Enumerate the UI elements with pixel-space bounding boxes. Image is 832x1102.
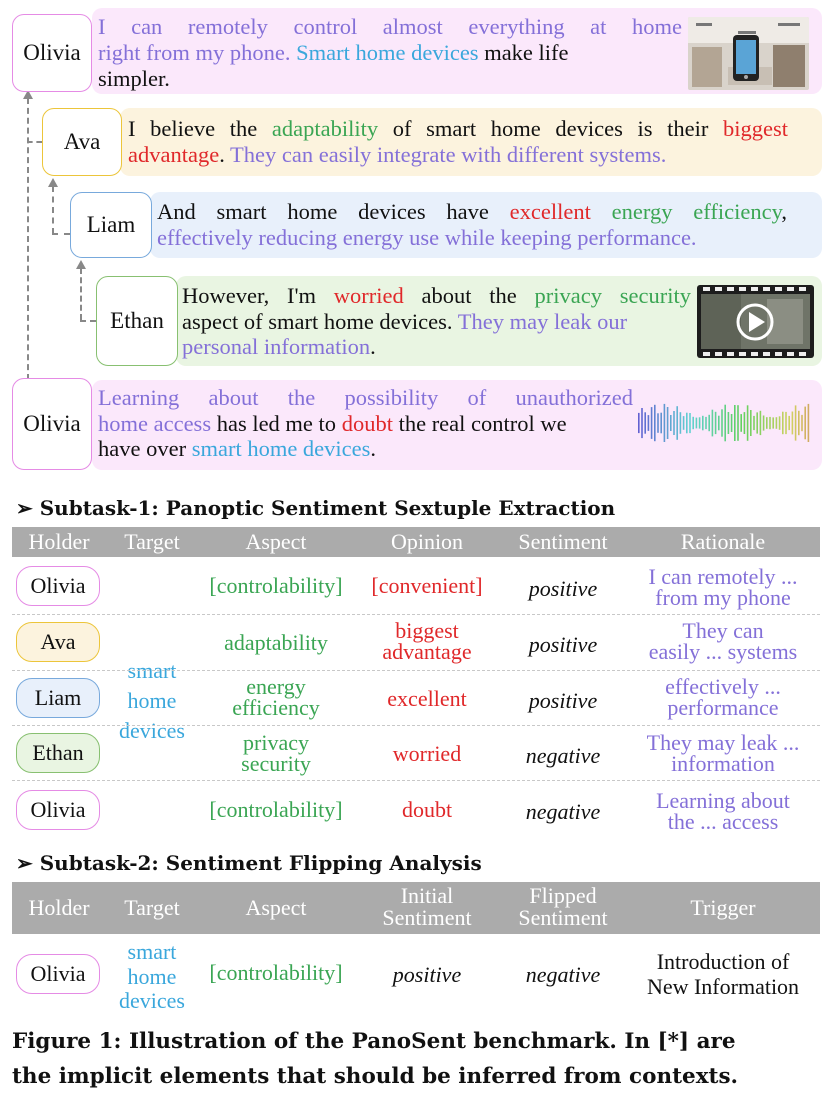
waveform-bar [747, 405, 749, 441]
header-line: Initial [400, 883, 454, 908]
row-divider-1 [12, 614, 820, 615]
text-segment: advantage [128, 142, 220, 167]
header-flipped-sentiment [500, 885, 626, 929]
smart-home-photo [688, 17, 809, 90]
olivia1-speaker: Olivia [12, 14, 92, 92]
rationale-line: I can remotely ... [648, 564, 798, 589]
sentiment-cell: negative [525, 799, 601, 824]
waveform-bar [779, 416, 781, 430]
rationale-line: effectively ... [665, 674, 781, 699]
header-sentiment: Sentiment [518, 529, 608, 554]
caption-line-1: Figure 1: Illustration of the PanoSent benchmark. In [*] are [12, 1029, 736, 1054]
waveform-bar [804, 407, 806, 440]
waveform-bar [673, 411, 675, 435]
trigger-line: Introduction of [656, 949, 790, 974]
target-word: smart [127, 939, 177, 964]
text-segment: I can remotely control almost everything at home [98, 14, 682, 39]
waveform-bar [792, 412, 794, 435]
waveform-bar [801, 415, 803, 431]
flipped-sentiment-cell: negative [525, 962, 601, 987]
waveform-bar [718, 416, 720, 431]
audio-waveform-icon[interactable] [636, 402, 812, 444]
initial-sentiment-cell: positive [392, 962, 462, 987]
holder-pill-ava: Ava [16, 622, 100, 662]
text-segment: I believe the [128, 116, 272, 141]
text-segment: . [370, 436, 377, 461]
aspect-cell: adaptability [224, 630, 328, 655]
aspect-line: privacy [243, 730, 309, 755]
sentiment-cell: positive [528, 632, 598, 657]
text-segment: right from my phone. [98, 40, 291, 65]
aspect-cell [196, 676, 356, 718]
waveform-bar [686, 413, 688, 434]
waveform-bar [731, 414, 733, 432]
subtask2-header-row [12, 882, 820, 934]
rationale-line: performance [667, 695, 779, 720]
olivia2-line2 [98, 411, 643, 436]
waveform-bar [766, 417, 768, 429]
aspect-line: security [241, 751, 311, 776]
waveform-bar [740, 414, 742, 432]
header-opinion: Opinion [390, 529, 464, 554]
subtask1-title: ➢ Subtask-1: Panoptic Sentiment Sextuple Extraction [16, 496, 616, 520]
aspect-cell [196, 732, 356, 774]
waveform-bar [760, 411, 762, 435]
liam-speaker: Liam [70, 192, 152, 258]
opinion-line: advantage [382, 639, 472, 664]
waveform-bar [712, 410, 714, 437]
waveform-bar [734, 405, 736, 441]
liam-line2 [157, 225, 807, 250]
text-segment: worried [333, 283, 404, 308]
text-segment: aspect of smart home devices. [182, 309, 458, 334]
subtask1-header-row [12, 527, 820, 557]
olivia1-line3 [98, 66, 398, 91]
text-segment: excellent [509, 199, 591, 224]
rationale-line: They can [682, 618, 764, 643]
aspect-line: energy [246, 674, 306, 699]
opinion-cell: worried [392, 741, 462, 766]
header-target: Target [124, 895, 180, 920]
text-segment: adaptability [271, 116, 379, 141]
target-word-2: home [127, 688, 177, 713]
trigger-line: New Information [646, 974, 800, 999]
target-word: home [127, 963, 177, 989]
text-segment: the real control we [392, 411, 567, 436]
text-segment: However, I'm [182, 283, 334, 308]
waveform-bar [689, 413, 691, 433]
ethan-line1 [182, 283, 691, 308]
waveform-bar [782, 412, 784, 435]
connector-ava-stub [52, 233, 70, 235]
connector-ethan-liam [80, 268, 82, 320]
waveform-bar [737, 405, 739, 441]
text-segment: . [370, 334, 376, 359]
rationale-line: from my phone [655, 585, 791, 610]
text-segment: Smart home devices [290, 40, 479, 65]
waveform-bar [776, 417, 778, 429]
header-trigger: Trigger [690, 895, 756, 920]
waveform-bar [756, 412, 758, 433]
text-segment: of smart home devices is their [378, 116, 723, 141]
rationale-line: Learning about [656, 788, 790, 813]
waveform-bar [728, 412, 730, 434]
rationale-cell [626, 790, 820, 832]
holder-pill-ethan: Ethan [16, 733, 100, 773]
waveform-bar [638, 413, 640, 433]
ethan-line3 [182, 334, 582, 359]
waveform-bar [753, 416, 755, 430]
text-segment: They can easily integrate with different systems. [230, 142, 667, 167]
holder-pill-olivia: Olivia [16, 566, 100, 606]
sentiment-cell: positive [528, 576, 598, 601]
liam-line1 [157, 199, 787, 224]
header-aspect: Aspect [245, 895, 307, 920]
ava-speaker: Ava [42, 108, 122, 176]
text-segment: effectively reducing energy use while keeping performance. [157, 225, 697, 250]
rationale-line: information [671, 751, 775, 776]
holder-pill-liam: Liam [16, 678, 100, 718]
aspect-line: efficiency [232, 695, 320, 720]
waveform-bar [808, 404, 810, 442]
waveform-bar [772, 417, 774, 428]
connector-liam-stub [80, 320, 96, 322]
text-segment: personal information [182, 334, 371, 359]
waveform-bar [696, 418, 698, 429]
row-divider-2 [12, 670, 820, 671]
ava-line2 [128, 142, 808, 167]
aspect-cell: [controlability] [209, 960, 343, 985]
waveform-bar [692, 417, 694, 429]
waveform-bar [641, 408, 643, 438]
rationale-line: easily ... systems [648, 639, 798, 664]
ethan-speaker: Ethan [96, 276, 178, 366]
olivia2-line3 [98, 436, 498, 461]
subtask2-title: ➢ Subtask-2: Sentiment Flipping Analysis [16, 851, 482, 875]
rationale-line: They may leak ... [646, 730, 800, 755]
waveform-bar [715, 412, 717, 434]
waveform-bar [660, 413, 662, 434]
text-segment: energy efficiency [590, 199, 782, 224]
opinion-cell: excellent [387, 686, 467, 711]
rationale-cell [626, 566, 820, 608]
rationale-cell [626, 676, 820, 718]
header-line: Flipped [529, 883, 597, 908]
opinion-cell [354, 620, 500, 662]
text-segment: home access [98, 411, 212, 436]
waveform-bar [763, 416, 765, 431]
waveform-bar [648, 415, 650, 431]
text-segment: doubt [341, 411, 393, 436]
header-holder: Holder [28, 529, 90, 554]
text-segment: . [219, 142, 231, 167]
olivia2-line1 [98, 385, 633, 410]
header-line: Sentiment [518, 905, 608, 930]
holder-pill-olivia: Olivia [16, 790, 100, 830]
waveform-bar [699, 417, 701, 428]
text-segment: , [781, 199, 787, 224]
target-word: devices [119, 988, 185, 1013]
text-segment: make life [478, 40, 569, 65]
connector-ava-left [27, 141, 42, 143]
waveform-bar [644, 412, 646, 433]
text-segment: smart home devices [191, 436, 371, 461]
text-segment: simpler. [98, 66, 170, 91]
rationale-cell [626, 732, 820, 774]
opinion-cell: [convenient] [371, 573, 483, 598]
waveform-bar [795, 405, 797, 440]
text-segment: about the [403, 283, 535, 308]
target-word-1: smart [127, 658, 177, 683]
row-divider-4 [12, 780, 820, 781]
text-segment: privacy security [534, 283, 691, 308]
figure-caption [12, 1024, 824, 1094]
target-cell [106, 940, 198, 1014]
connector-ethan-ava [52, 186, 54, 234]
ethan-line2 [182, 309, 697, 334]
text-segment: has led me to [211, 411, 342, 436]
header-holder: Holder [28, 895, 90, 920]
rationale-cell [626, 620, 820, 662]
row-divider-3 [12, 725, 820, 726]
rationale-line: the ... access [667, 809, 779, 834]
waveform-bar [654, 405, 656, 441]
header-line: Sentiment [382, 905, 472, 930]
waveform-bar [664, 404, 666, 442]
waveform-bar [750, 410, 752, 436]
opinion-cell: doubt [401, 797, 453, 822]
trigger-cell [626, 949, 820, 999]
aspect-cell: [controlability] [209, 573, 343, 598]
text-segment: Learning about the possibility of unauthorized [98, 385, 633, 410]
sentiment-cell: negative [525, 743, 601, 768]
target-word-3: devices [119, 718, 185, 743]
text-segment: biggest [723, 116, 788, 141]
waveform-bar [785, 412, 787, 434]
arrowhead-liam [76, 260, 86, 269]
header-rationale: Rationale [680, 529, 766, 554]
waveform-bar [708, 415, 710, 431]
olivia1-line2 [98, 40, 688, 65]
arrowhead-ava [48, 178, 58, 187]
text-segment: have over [98, 436, 192, 461]
waveform-bar [744, 412, 746, 434]
waveform-bar [788, 416, 790, 430]
waveform-bar [798, 411, 800, 435]
waveform-bar [651, 407, 653, 439]
header-initial-sentiment [354, 885, 500, 929]
waveform-bar [657, 413, 659, 433]
ava-line1 [128, 116, 788, 141]
waveform-bar [670, 415, 672, 431]
waveform-bar [721, 409, 723, 436]
waveform-bar [676, 406, 678, 440]
header-aspect: Aspect [245, 529, 307, 554]
text-segment: And smart home devices have [157, 199, 510, 224]
video-play-icon[interactable] [697, 285, 814, 358]
waveform-bar [680, 412, 682, 434]
header-target: Target [124, 529, 180, 554]
waveform-bar [724, 405, 726, 442]
holder-pill-olivia: Olivia [16, 954, 100, 994]
olivia1-line1 [98, 14, 682, 39]
opinion-line: biggest [395, 618, 459, 643]
caption-line-2: the implicit elements that should be inferred from contexts. [12, 1064, 739, 1089]
text-segment: They may leak our [457, 309, 628, 334]
aspect-cell: [controlability] [209, 797, 343, 822]
olivia2-speaker: Olivia [12, 378, 92, 470]
waveform-bar [683, 416, 685, 430]
waveform-bar [702, 416, 704, 431]
waveform-bar [667, 407, 669, 439]
waveform-bar [705, 417, 707, 429]
waveform-bar [769, 417, 771, 429]
sentiment-cell: positive [528, 688, 598, 713]
